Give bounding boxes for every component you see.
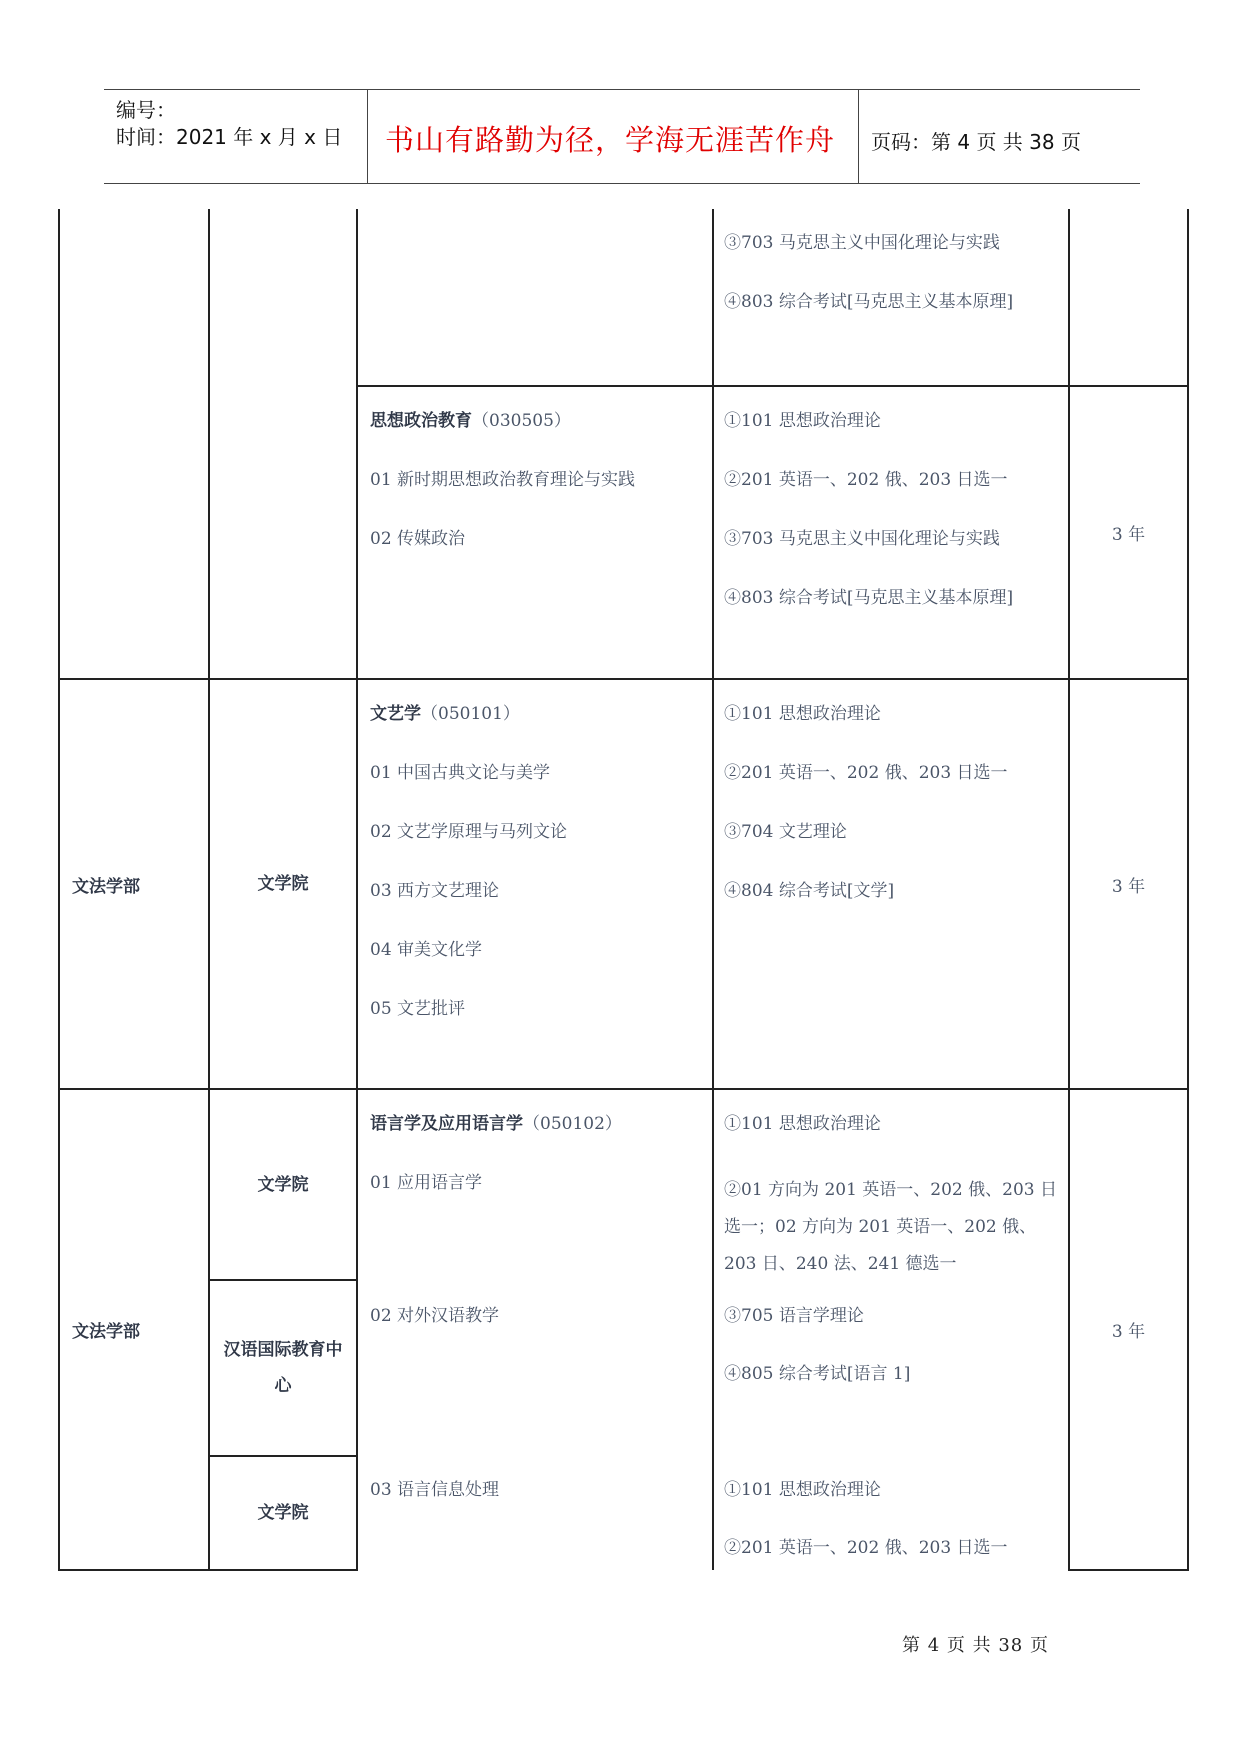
- major-code: （050101）: [421, 704, 520, 724]
- header-bottom-rule: [104, 183, 1140, 184]
- major-title: 语言学及应用语言学: [370, 1114, 523, 1134]
- header-divider-right: [858, 90, 859, 184]
- exam-item: ②201 英语一、202 俄、203 日选一: [724, 1538, 1008, 1558]
- page-footer: 第 4 页 共 38 页: [902, 1635, 1049, 1656]
- header-motto: 书山有路勤为径，学海无涯苦作舟: [384, 123, 835, 157]
- exam-item: ③705 语言学理论: [724, 1306, 864, 1326]
- years-cell: 3 年: [1069, 1089, 1188, 1570]
- exam-item: ①101 思想政治理论: [724, 704, 881, 724]
- exam-item: ③704 文艺理论: [724, 822, 847, 842]
- school-cell: 文学院: [209, 1456, 357, 1570]
- exam-cell: [713, 209, 1069, 386]
- major-code: （050102）: [523, 1114, 622, 1134]
- direction-item: 04 审美文化学: [370, 940, 483, 960]
- years-cell: [1069, 209, 1188, 386]
- major-title: 思想政治教育: [370, 411, 472, 431]
- major-code: （030505）: [472, 411, 571, 431]
- school-cell: 文学院: [209, 679, 357, 1089]
- direction-item: 03 西方文艺理论: [370, 881, 500, 901]
- years-cell: 3 年: [1069, 679, 1188, 1089]
- major-cell: [357, 209, 713, 386]
- admissions-table: [58, 209, 1189, 1571]
- table-row: [59, 209, 1188, 386]
- exam-item: ②01 方向为 201 英语一、202 俄、203 日选一；02 方向为 201 英语一、202 俄、203 日、240 法、241 德选一: [724, 1180, 1057, 1274]
- exam-item: ②201 英语一、202 俄、203 日选一: [724, 763, 1008, 783]
- exam-item: ④805 综合考试[语言 1]: [724, 1364, 911, 1384]
- exam-cell: [713, 679, 1069, 1089]
- school-cell: [209, 209, 357, 679]
- direction-item: 02 对外汉语教学: [370, 1306, 500, 1326]
- exam-item: ②201 英语一、202 俄、203 日选一: [724, 470, 1008, 490]
- department-cell: 文法学部: [59, 1089, 209, 1570]
- header-time-label: 时间：2021 年 x 月 x 日: [116, 125, 343, 149]
- header-page-label: 页码：第 4 页 共 38 页: [871, 130, 1081, 154]
- major-cell: [357, 1089, 713, 1570]
- direction-item: 02 传媒政治: [370, 529, 466, 549]
- direction-item: 03 语言信息处理: [370, 1480, 500, 1500]
- header-number-label: 编号：: [116, 98, 176, 122]
- years-cell: 3 年: [1069, 386, 1188, 679]
- header-top-rule: [104, 89, 1140, 90]
- direction-item: 01 新时期思想政治教育理论与实践: [370, 470, 636, 490]
- major-cell: [357, 679, 713, 1089]
- school-cell: 文学院: [209, 1089, 357, 1280]
- department-cell: 文法学部: [59, 679, 209, 1089]
- exam-item: ①101 思想政治理论: [724, 1480, 881, 1500]
- direction-item: 01 应用语言学: [370, 1173, 483, 1193]
- exam-item: ④803 综合考试[马克思主义基本原理]: [724, 588, 1014, 608]
- major-title: 文艺学: [370, 704, 421, 724]
- direction-item: 02 文艺学原理与马列文论: [370, 822, 568, 842]
- exam-item: ④803 综合考试[马克思主义基本原理]: [724, 292, 1014, 312]
- school-cell: 汉语国际教育中心: [209, 1280, 357, 1455]
- exam-item: ①101 思想政治理论: [724, 411, 881, 431]
- table-row: [59, 1089, 1188, 1280]
- exam-item: ①101 思想政治理论: [724, 1114, 881, 1134]
- exam-cell: [713, 1089, 1069, 1570]
- table-row: [59, 679, 1188, 1089]
- direction-item: 01 中国古典文论与美学: [370, 763, 551, 783]
- exam-cell: [713, 386, 1069, 679]
- exam-item: ③703 马克思主义中国化理论与实践: [724, 529, 1000, 549]
- exam-item: ③703 马克思主义中国化理论与实践: [724, 233, 1000, 253]
- header-divider-left: [367, 90, 368, 184]
- major-cell: [357, 386, 713, 679]
- exam-item: ④804 综合考试[文学]: [724, 881, 895, 901]
- direction-item: 05 文艺批评: [370, 999, 466, 1019]
- department-cell: [59, 209, 209, 679]
